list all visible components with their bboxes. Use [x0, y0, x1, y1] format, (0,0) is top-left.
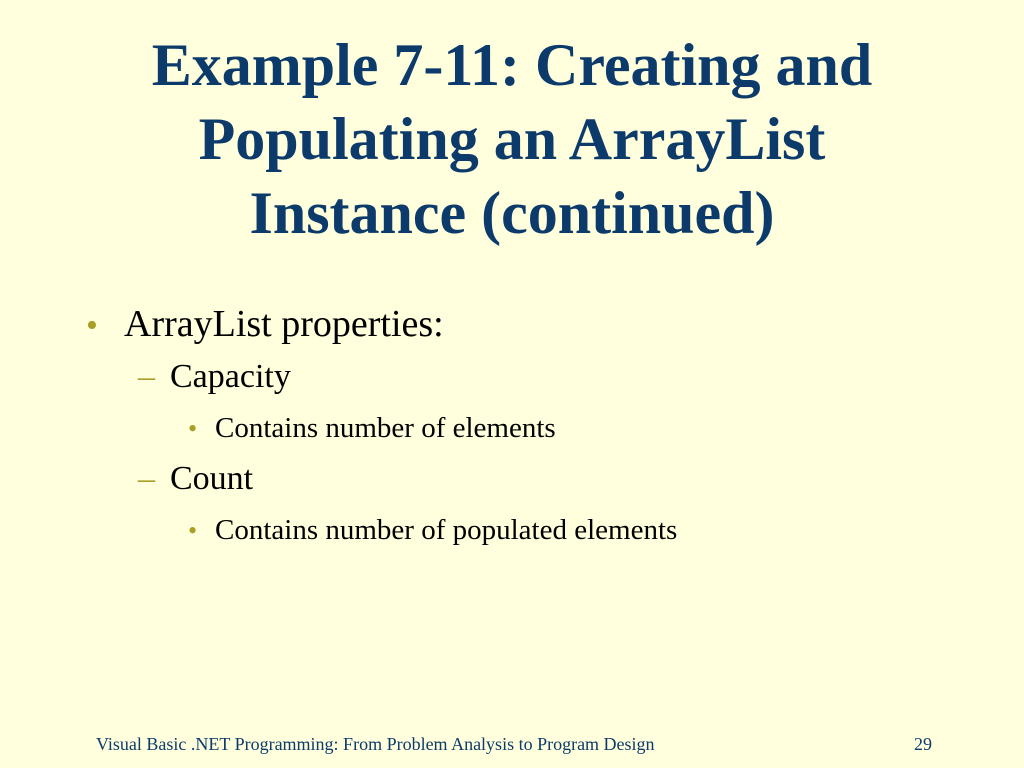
bullet-arraylist-properties	[86, 298, 444, 352]
bullet-icon: •	[86, 307, 98, 344]
subbullet-capacity	[138, 354, 291, 400]
subsubbullet-capacity-desc	[188, 408, 556, 449]
subbullet-count	[138, 456, 253, 502]
subsubbullet-text: Contains number of populated elements	[215, 514, 678, 546]
bullet-icon: •	[188, 516, 198, 545]
footer-title: Visual Basic .NET Programming: From Problem Analysis to Program Design	[96, 734, 655, 754]
page-number: 29	[914, 734, 932, 754]
title-line-2: Populating an ArrayList	[198, 106, 826, 172]
title-line-3: Instance (continued)	[249, 180, 775, 246]
bullet-icon: •	[188, 414, 198, 443]
subbullet-text: Capacity	[170, 358, 291, 395]
title-line-1: Example 7-11: Creating and	[151, 32, 873, 98]
bullet-text: ArrayList properties:	[124, 303, 444, 345]
subsubbullet-text: Contains number of elements	[215, 412, 556, 444]
dash-icon: –	[138, 460, 155, 497]
subbullet-text: Count	[170, 460, 254, 497]
dash-icon: –	[138, 358, 155, 395]
subsubbullet-count-desc	[188, 510, 677, 551]
